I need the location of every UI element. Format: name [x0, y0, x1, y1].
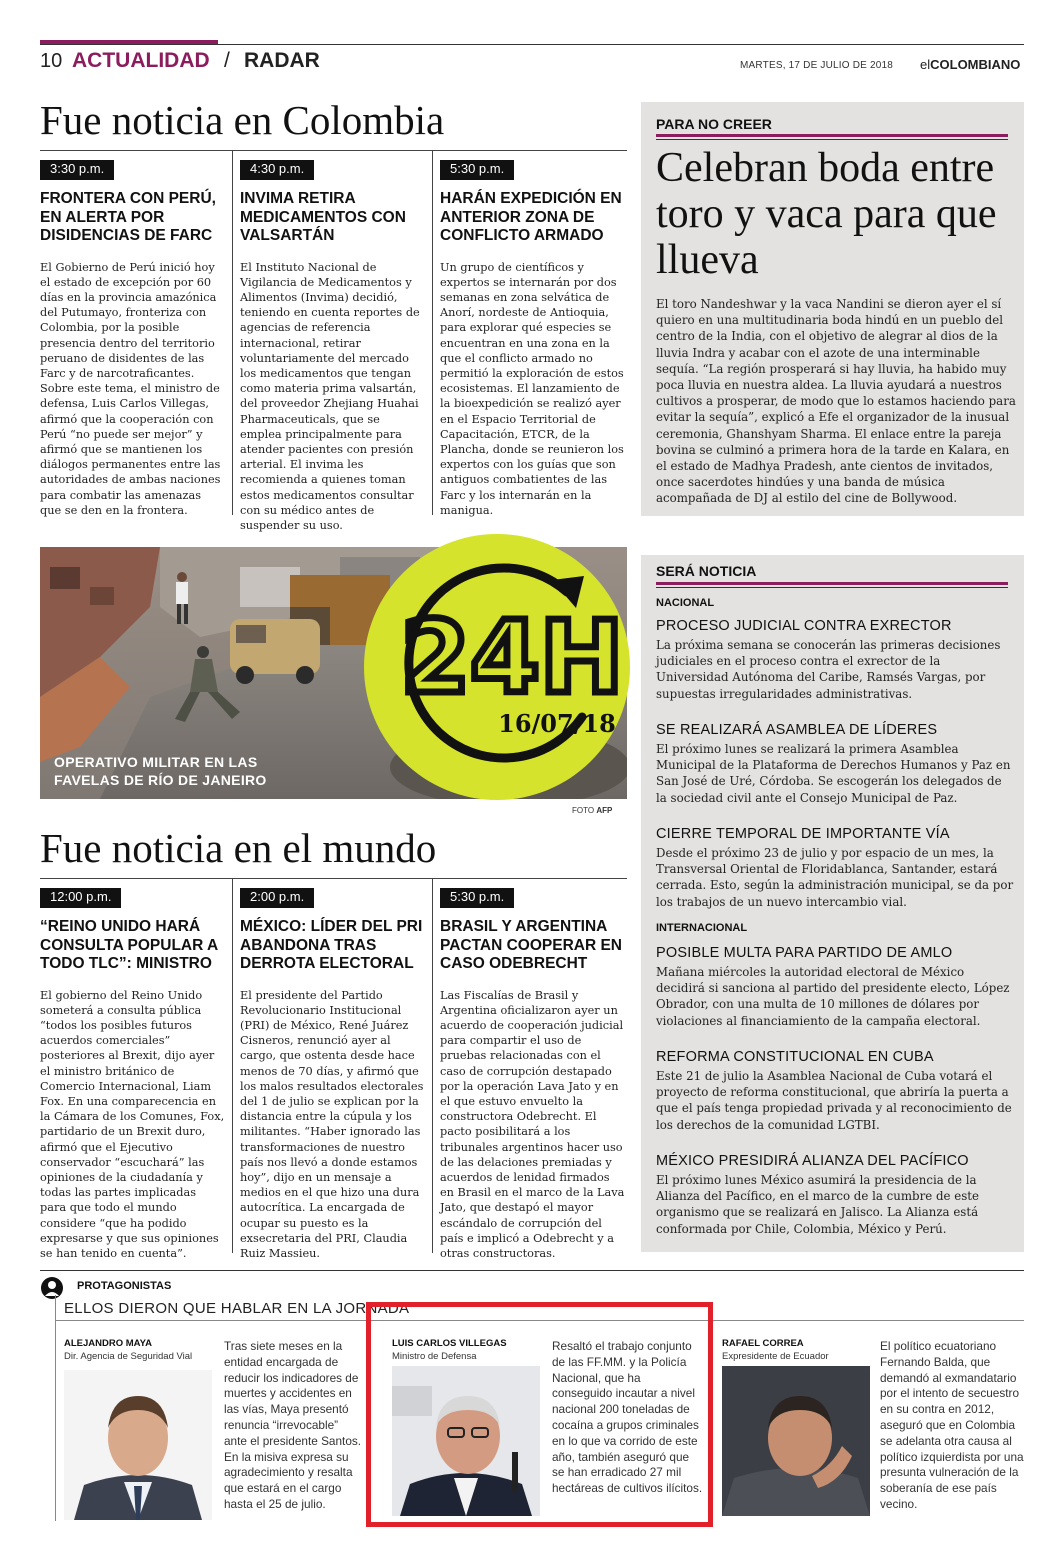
sera-noticia-kicker: SERÁ NOTICIA: [656, 563, 757, 579]
mundo-top-rule: [40, 878, 627, 879]
time-badge: 2:00 p.m.: [240, 888, 314, 908]
person-portrait: [722, 1366, 870, 1516]
mundo-section-title: Fue noticia en el mundo: [40, 825, 437, 871]
colombia-section-title: Fue noticia en Colombia: [40, 97, 445, 143]
mundo-story-3: [440, 886, 625, 1261]
section-title: ACTUALIDAD: [72, 49, 210, 72]
photo-credit: [572, 806, 612, 815]
person-name: RAFAEL CORREA: [722, 1338, 804, 1349]
protagonistas-subtitle: ELLOS DIERON QUE HABLAR EN LA JORNADA: [64, 1300, 410, 1317]
story-headline: “REINO UNIDO HARÁ CONSULTA POPULAR A TODO TLC”: MINISTRO: [40, 918, 218, 972]
person-name: ALEJANDRO MAYA: [64, 1338, 152, 1349]
story-body: Un grupo de científicos y expertos se internarán por dos semanas en zona selvática de Anorí, nordeste de Antioquia, para explorar qué especies se encuentran en una zona en la que el conflicto armado no permitió la exploración de estos ecosistemas. El lanzamiento de la bioexpedición se realizó ayer en el Espacio Territorial de Capacitación, ETCR, de la Plancha, donde se reunieron los expertos con los guías que son antiguos combatientes de las Farc y los internarán en la manigua.: [440, 260, 624, 517]
portrait-illustration: [64, 1370, 212, 1520]
panel-accent-rule: [656, 134, 1008, 137]
photo-caption-line: OPERATIVO MILITAR EN LAS: [54, 754, 258, 770]
column-divider: [432, 878, 433, 1253]
badge-label: 24H: [400, 599, 624, 716]
protagonistas-top-rule: [40, 1270, 1024, 1271]
story-body: El presidente del Partido Revolucionario Institucional (PRI) de México, René Juárez Cisneros, renunció ayer al cargo, que ostenta desde hace menos de 70 días, y afirmó que los malos resultados electorales del 1 de julio se explican por la distancia entre la cúpula y los militantes. “Haber ignorado las transformaciones de nuestro país nos llevó a donde estamos hoy”, dijo en un mensaje a medios en el que hizo una dura autocrítica. La encargada de ocupar su puesto es la exsecretaria del PRI, Claudia Ruiz Massieu.: [240, 988, 424, 1260]
nacional-label: NACIONAL: [656, 597, 715, 609]
panel-accent-rule: [656, 582, 1008, 585]
person-role: Dir. Agencia de Seguridad Vial: [64, 1351, 193, 1362]
para-no-creer-body: El toro Nandeshwar y la vaca Nandini se dieron ayer el sí quiero en una multitudinaria boda hindú en un pueblo del centro de la India, con el objetivo de alegrar al dios de la lluvia Indra y acabar con el azote de una interminable sequía. “La región prosperará si hay lluvia, ha habido muy poca lluvia en nuestra aldea. La lluvia ayudará a nuestros cultivos a prosperar, de modo que lo estamos haciendo para evitar la sequía”, explicó a Efe el organizador de la inusual ceremonia, Ghanshyam Sharma. El enlace entre la pareja bovina se culminó a primera hora de la tarde en Kalara, en el estado de Madhya Pradesh, ante cientos de invitados, once sacerdotes hindúes y una banda de música acompañada de DJ al estilo del cine de Bollywood.: [656, 297, 1016, 506]
para-no-creer-kicker: PARA NO CREER: [656, 116, 772, 132]
sera-noticia-headline: PROCESO JUDICIAL CONTRA EXRECTOR: [656, 618, 952, 634]
story-headline: MÉXICO: LÍDER DEL PRI ABANDONA TRAS DERROTA ELECTORAL: [240, 918, 423, 972]
person-role: Ministro de Defensa: [392, 1351, 477, 1362]
24h-badge: [362, 532, 632, 802]
internacional-label: INTERNACIONAL: [656, 922, 748, 934]
person-name: LUIS CARLOS VILLEGAS: [392, 1338, 507, 1349]
person-icon: [40, 1276, 64, 1300]
story-headline: BRASIL Y ARGENTINA PACTAN COOPERAR EN CASO ODEBRECHT: [440, 918, 622, 972]
person-quote: Tras siete meses en la entidad encargada de reducir los indicadores de muertes y accidentes en las vías, Maya presentó renuncia “irrevocable” ante el presidente Santos. En la misiva expresa su agradecimiento y resalta que estará en el cargo hasta el 25 de julio.: [224, 1339, 362, 1511]
issue-date: MARTES, 17 DE JULIO DE 2018: [740, 60, 894, 71]
photo-credit-source: AFP: [596, 806, 613, 815]
story-body: El Gobierno de Perú inició hoy el estado de excepción por 60 días en la provincia amazónica del Putumayo, fronteriza con Colombia, por la posible presencia dentro del territorio peruano de disidentes de las Farc y de narcotraficantes. Sobre este tema, el ministro de defensa, Luis Carlos Villegas, afirmó que la cooperación con Perú “no puede ser mejor” y afirmó que se mantienen los diálogos permanentes entre las autoridades de ambas naciones para combatir las amenazas que se den en la frontera.: [40, 260, 221, 517]
sera-noticia-body: Mañana miércoles la autoridad electoral de México decidirá si sanciona al partido del presidente electo, López Obrador, con una multa de 10 millones de dólares por violaciones al financiamiento de la campaña electoral.: [656, 965, 1010, 1028]
sera-noticia-headline: POSIBLE MULTA PARA PARTIDO DE AMLO: [656, 945, 953, 961]
page-number: 10: [40, 50, 63, 72]
photo-caption-line: FAVELAS DE RÍO DE JANEIRO: [54, 772, 267, 788]
time-badge: 5:30 p.m.: [440, 160, 514, 180]
protagonistas-kicker: PROTAGONISTAS: [77, 1280, 172, 1292]
story-headline: HARÁN EXPEDICIÓN EN ANTERIOR ZONA DE CONFLICTO ARMADO: [440, 190, 622, 244]
story-body: El Instituto Nacional de Vigilancia de Medicamentos y Alimentos (Invima) decidió, teniendo en cuenta reportes de agencias de referencia internacional, retirar voluntariamente del mercado los medicamentos que tengan como materia prima valsartán, del proveedor Zhejiang Huahai Pharmaceuticals, que se emplea principalmente para atender pacientes con presión arterial. El invima les recomienda a quienes toman estos medicamentos consultar con su médico antes de suspender su uso.: [240, 260, 420, 532]
sera-noticia-headline: SE REALIZARÁ ASAMBLEA DE LÍDERES: [656, 722, 938, 738]
panel-rule: [656, 587, 1008, 588]
portrait-illustration: [722, 1366, 870, 1516]
badge-date: 16/07/18: [498, 709, 616, 738]
brand-prefix: el: [920, 57, 931, 72]
story-headline: INVIMA RETIRA MEDICAMENTOS CON VALSARTÁN: [240, 190, 406, 244]
highlight-box: [366, 1302, 713, 1527]
mundo-story-2: [240, 886, 425, 1261]
sera-noticia-body: La próxima semana se conocerán las primeras decisiones judiciales en el proceso contra el exrector de la Universidad Autónoma del Caribe, Ramsés Vargas, por supuestas irregularidades administrativas.: [656, 638, 1001, 701]
colombia-top-rule: [40, 150, 627, 151]
person-quote: Resaltó el trabajo conjunto de las FF.MM. y la Policía Nacional, que ha conseguido incautar a nivel nacional 200 toneladas de cocaína a grupos criminales en lo que va corrido de este año, también aseguró que se han erradicado 27 mil hectáreas de cultivos ilícitos.: [552, 1339, 703, 1496]
time-badge: 5:30 p.m.: [440, 888, 514, 908]
sera-noticia-body: El próximo lunes México asumirá la presidencia de la Alianza del Pacífico, en el marco de la cumbre de este organismo que se realizará en Jalisco. La Alianza está conformada por Chile, Colombia, México y Perú.: [656, 1173, 979, 1236]
time-badge: 12:00 p.m.: [40, 888, 121, 908]
brand-name: COLOMBIANO: [930, 57, 1021, 72]
protagonistas-left-rule: [55, 1295, 56, 1521]
sera-noticia-headline: REFORMA CONSTITUCIONAL EN CUBA: [656, 1049, 934, 1065]
mundo-story-1: [40, 886, 225, 1261]
sera-noticia-body: Este 21 de julio la Asamblea Nacional de Cuba votará el proyecto de reforma constitucional, que abriría la puerta a que el país tenga propiedad privada y al reconocimiento de los derechos de la comunidad LGTBI.: [656, 1069, 1012, 1132]
column-divider: [232, 878, 233, 1253]
sera-noticia-headline: MÉXICO PRESIDIRÁ ALIANZA DEL PACÍFICO: [656, 1153, 969, 1169]
person-portrait: [64, 1370, 212, 1520]
time-badge: 4:30 p.m.: [240, 160, 314, 180]
photo-caption: [54, 753, 267, 789]
story-body: El gobierno del Reino Unido someterá a consulta pública “todos los posibles futuros acuerdos comerciales” posteriores al Brexit, dijo ayer el ministro británico de Comercio Internacional, Liam Fox. En una comparecencia en la Cámara de los Comunes, Fox, partidario de un Brexit duro, afirmó que el Ejecutivo conservador “escuchará” las opiniones de la ciudadanía y todas las partes implicadas para que todo el mundo considere “que ha podido expresarse y que sus opiniones se han tenido en cuenta”.: [40, 988, 225, 1260]
story-body: Las Fiscalías de Brasil y Argentina oficializaron ayer un acuerdo de cooperación judicial para compartir el uso de pruebas relacionadas con el caso de corrupción destapado por la operación Lava Jato y en el que estuvo envuelto la constructora Odebrecht. El pacto posibilitará a los tribunales argentinos hacer uso de las delaciones premiadas y acuerdos de lenidad firmados en Brasil en el marco de la Lava Jato, que destapó el mayor escándalo de corrupción del país e implicó a Odebrecht y a otras constructoras.: [440, 988, 625, 1260]
section-separator: /: [224, 49, 230, 72]
person-role: Expresidente de Ecuador: [722, 1351, 829, 1362]
sera-noticia-body: Desde el próximo 23 de julio y por espacio de un mes, la Transversal Oriental de Floridablanca, Santander, estará cerrada. Esto, según la administración municipal, se da por los trabajos de un nuevo intercambio vial.: [656, 846, 1014, 909]
newspaper-brand: [920, 57, 1020, 72]
column-divider: [232, 150, 233, 515]
person-quote: El político ecuatoriano Fernando Balda, que demandó al exmandatario por el intento de secuestro en su contra en 2012, aseguró que en Colombia se adelanta otra causa al político izquierdista por una presunta vulneración de la soberanía de ese país vecino.: [880, 1339, 1024, 1511]
colombia-story-3: [440, 158, 625, 518]
subsection-title: RADAR: [244, 49, 320, 72]
colombia-story-2: [240, 158, 425, 533]
header-rule: [40, 44, 1024, 45]
story-headline: FRONTERA CON PERÚ, EN ALERTA POR DISIDENCIAS DE FARC: [40, 190, 216, 244]
time-badge: 3:30 p.m.: [40, 160, 114, 180]
panel-rule: [656, 139, 1008, 140]
sera-noticia-headline: CIERRE TEMPORAL DE IMPORTANTE VÍA: [656, 826, 950, 842]
sera-noticia-body: El próximo lunes se realizará la primera Asamblea Municipal de la Plataforma de Derechos Humanos y Paz en San José de Uré, Córdoba. Se escogerán los delegados de la sociedad civil ante el Consejo Municipal de Paz.: [656, 742, 1011, 805]
column-divider: [432, 150, 433, 515]
photo-credit-label: FOTO: [572, 806, 595, 815]
para-no-creer-headline: Celebran boda entre toro y vaca para que llueva: [656, 145, 997, 283]
colombia-story-1: [40, 158, 225, 518]
